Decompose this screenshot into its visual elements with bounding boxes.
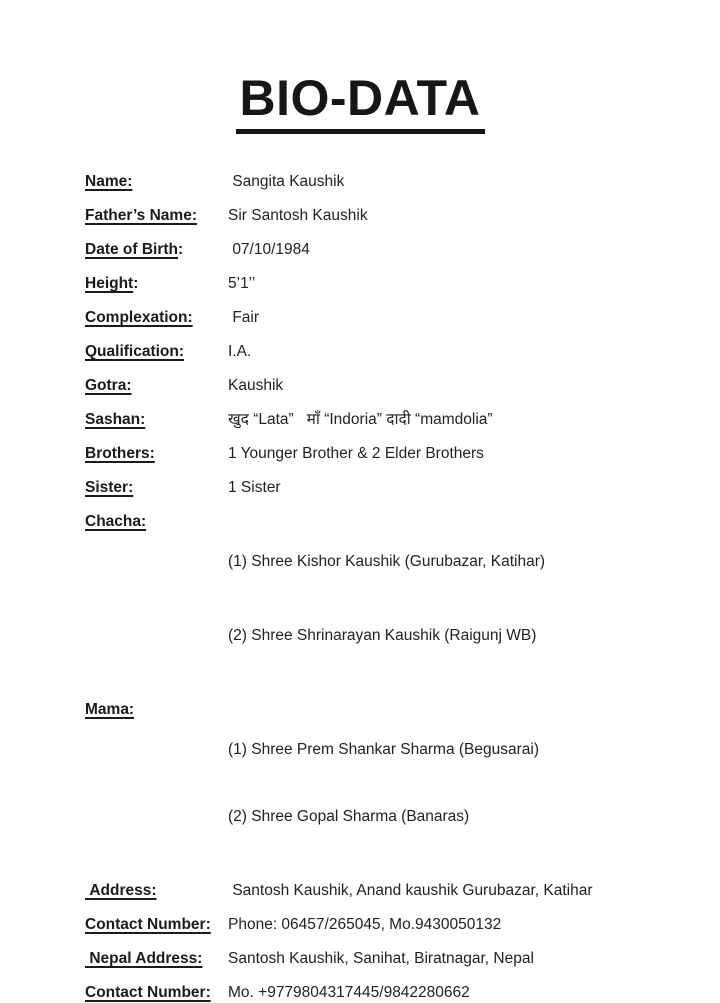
row-mama	[85, 700, 690, 867]
row-address	[85, 881, 690, 901]
field-value: Fair	[228, 309, 260, 326]
field-value: Phone: 06457/265045, Mo.9430050132	[228, 916, 502, 933]
page-title: BIO-DATA	[236, 70, 485, 134]
field-label: Chacha:	[85, 513, 147, 530]
row-nepal-address	[85, 949, 690, 969]
field-label: Qualification:	[85, 343, 185, 360]
field-value: I.A.	[228, 343, 252, 360]
field-value: 1 Sister	[228, 479, 281, 496]
field-label: Mama:	[85, 701, 135, 718]
biodata-rows	[0, 172, 720, 1003]
field-value: 1 Younger Brother & 2 Elder Brothers	[228, 445, 484, 462]
field-value: खुद “Lata” माँ “Indoria” दादी “mamdolia”	[228, 411, 493, 428]
field-label: Name:	[85, 173, 133, 190]
field-label: Father’s Name:	[85, 207, 197, 224]
row-height	[85, 274, 690, 294]
field-value: Santosh Kaushik, Anand kaushik Gurubazar, Katihar	[228, 882, 593, 899]
row-date-of-birth	[85, 240, 690, 260]
row-sashan	[85, 410, 690, 430]
field-value: Kaushik	[228, 377, 284, 394]
field-value: (1) Shree Kishor Kaushik (Gurubazar, Katihar) (2) Shree Shrinarayan Kaushik (Raigunj WB)	[228, 553, 546, 644]
row-contact-number-nepal	[85, 983, 690, 1003]
field-value: Sangita Kaushik	[228, 173, 345, 190]
field-value: (1) Shree Prem Shankar Sharma (Begusarai) (2) Shree Gopal Sharma (Banaras)	[228, 741, 539, 825]
title-wrap	[0, 70, 720, 134]
row-chacha	[85, 512, 690, 686]
field-label: Sashan:	[85, 411, 146, 428]
row-name	[85, 172, 690, 192]
field-value: 5’1’’	[228, 275, 256, 292]
field-value: Santosh Kaushik, Sanihat, Biratnagar, Nepal	[228, 950, 534, 967]
field-label: Sister:	[85, 479, 134, 496]
field-label: Nepal Address:	[85, 950, 203, 967]
row-complexation	[85, 308, 690, 328]
field-label: Date of Birth:	[85, 241, 184, 258]
field-value: Mo. +9779804317445/9842280662	[228, 984, 470, 1001]
field-label: Height:	[85, 275, 139, 292]
field-value: 07/10/1984	[228, 241, 310, 258]
field-label: Address:	[85, 882, 157, 899]
field-label: Gotra:	[85, 377, 132, 394]
row-sister	[85, 478, 690, 498]
field-label: Complexation:	[85, 309, 193, 326]
row-contact-number-india	[85, 915, 690, 935]
row-fathers-name	[85, 206, 690, 226]
field-label: Contact Number:	[85, 916, 211, 933]
field-label: Contact Number:	[85, 984, 211, 1001]
field-label: Brothers:	[85, 445, 155, 462]
row-gotra	[85, 376, 690, 396]
row-qualification	[85, 342, 690, 362]
field-value: Sir Santosh Kaushik	[228, 207, 368, 224]
row-brothers	[85, 444, 690, 464]
